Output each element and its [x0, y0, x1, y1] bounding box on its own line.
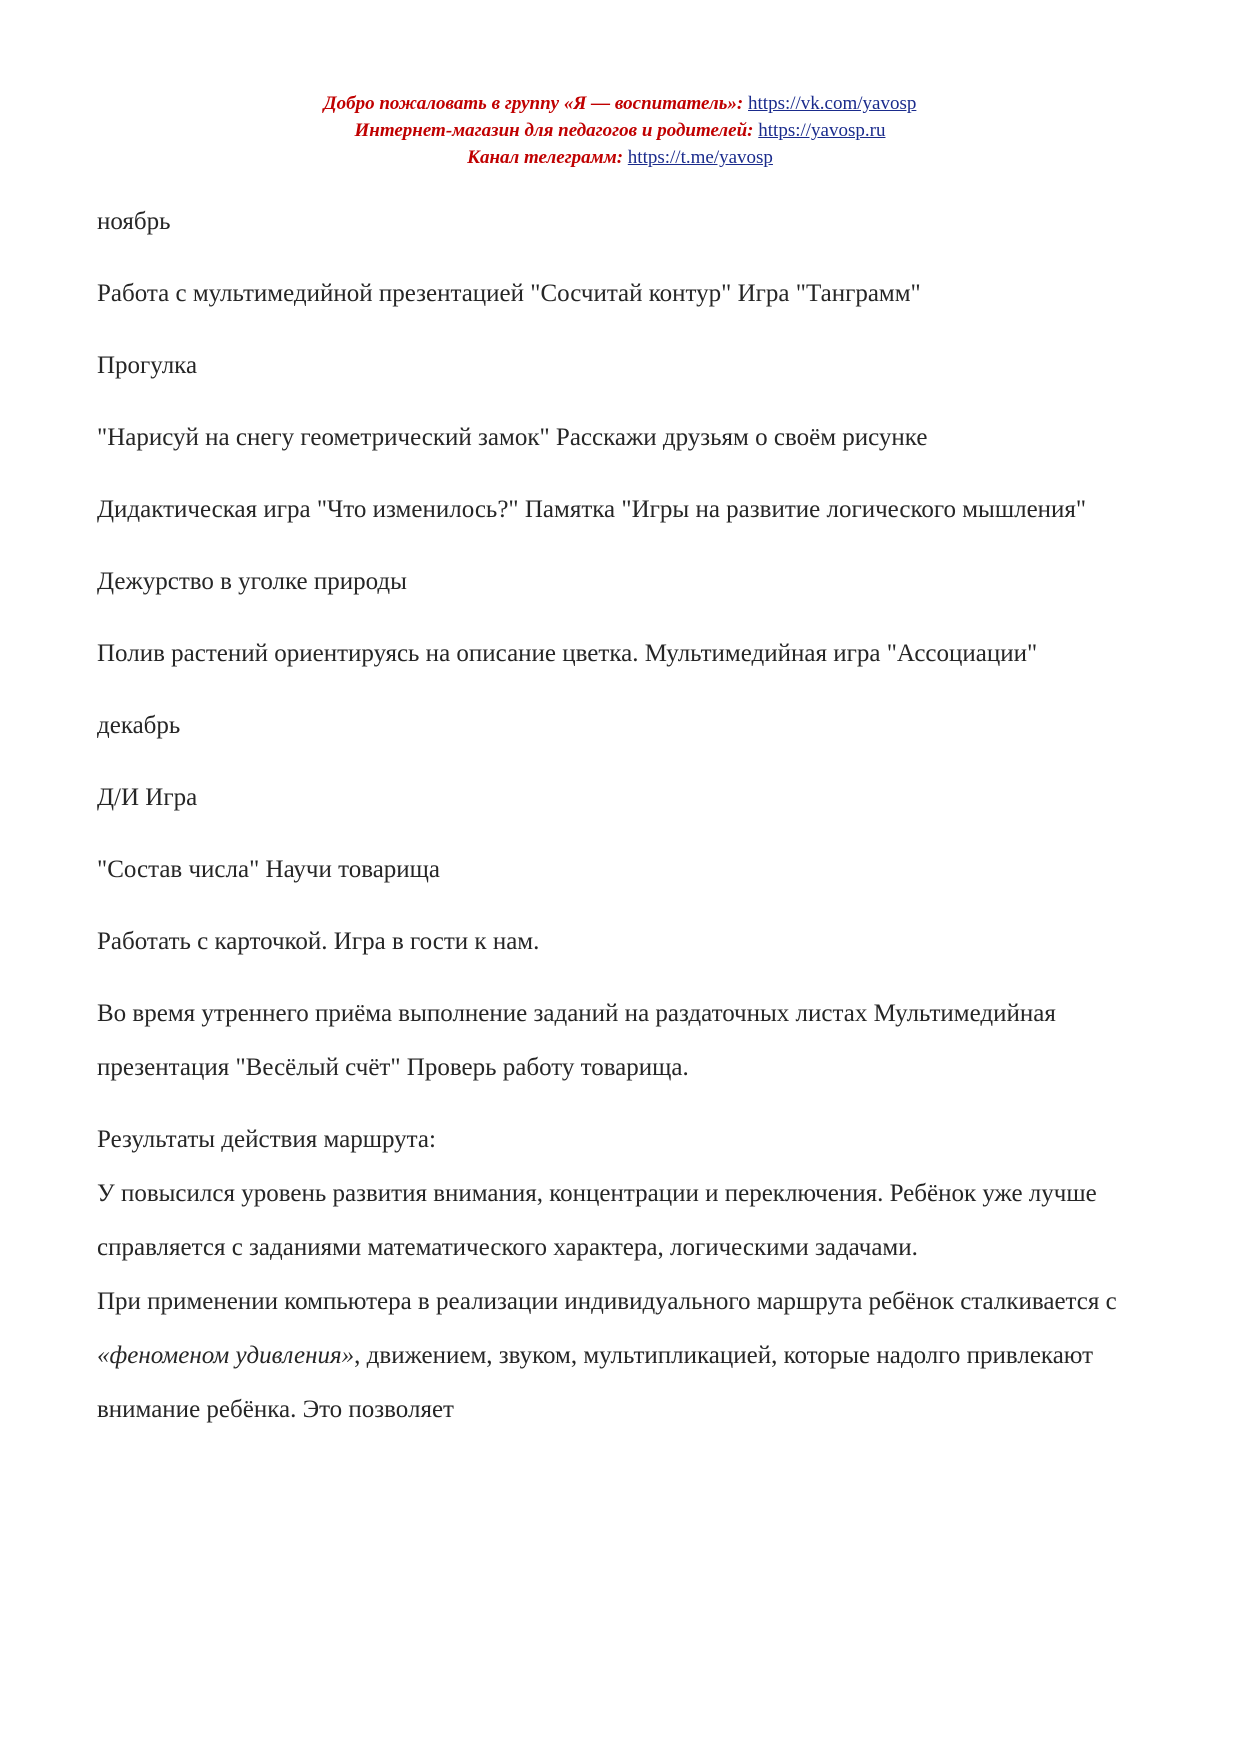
header-telegram-label: Канал телеграмм: [467, 147, 624, 168]
page-header [0, 90, 1240, 171]
results-heading: Результаты действия маршрута: [97, 1126, 436, 1153]
final-text-italic: «феноменом удивления» [97, 1342, 355, 1369]
paragraph: Работа с мультимедийной презентацией "Сосчитай контур" Игра "Танграмм" [97, 280, 921, 307]
document-body [97, 195, 1157, 1437]
header-line-telegram [0, 144, 1240, 171]
header-vk-label: Добро пожаловать в группу «Я — воспитатель»: [323, 93, 744, 114]
month-december: декабрь [97, 712, 181, 739]
paragraph: Дидактическая игра "Что изменилось?" Памятка "Игры на развитие логического мышления" [97, 496, 1087, 523]
header-line-shop [0, 117, 1240, 144]
month-november: ноябрь [97, 208, 171, 235]
vk-link[interactable]: https://vk.com/yavosp [748, 93, 917, 114]
paragraph: Во время утреннего приёма выполнение заданий на раздаточных листах Мультимедийная презентация "Весёлый счёт" Проверь работу товарища. [97, 1000, 1056, 1081]
shop-link[interactable]: https://yavosp.ru [758, 120, 886, 141]
header-line-vk [0, 90, 1240, 117]
paragraph: Работать с карточкой. Игра в гости к нам. [97, 928, 540, 955]
paragraph: "Состав числа" Научи товарища [97, 856, 441, 883]
paragraph: Дежурство в уголке природы [97, 568, 407, 595]
paragraph: Прогулка [97, 352, 198, 379]
header-shop-label: Интернет-магазин для педагогов и родителей: [354, 120, 754, 141]
paragraph: Полив растений ориентируясь на описание цветка. Мультимедийная игра "Ассоциации" [97, 640, 1038, 667]
final-text-start: При применении компьютера в реализации индивидуального маршрута ребёнок сталкивается с [97, 1288, 1117, 1315]
final-text-end: , движением, звуком, мультипликацией, которые надолго привлекают внимание ребёнка. Это позволяет [97, 1342, 1094, 1423]
paragraph: "Нарисуй на снегу геометрический замок" Расскажи друзьям о своём рисунке [97, 424, 928, 451]
telegram-link[interactable]: https://t.me/yavosp [627, 147, 773, 168]
final-paragraph [97, 1275, 1157, 1437]
results-text: У повысился уровень развития внимания, концентрации и переключения. Ребёнок уже лучше справляется с заданиями математического характера, логическими задачами. [97, 1180, 1097, 1261]
paragraph: Д/И Игра [97, 784, 198, 811]
